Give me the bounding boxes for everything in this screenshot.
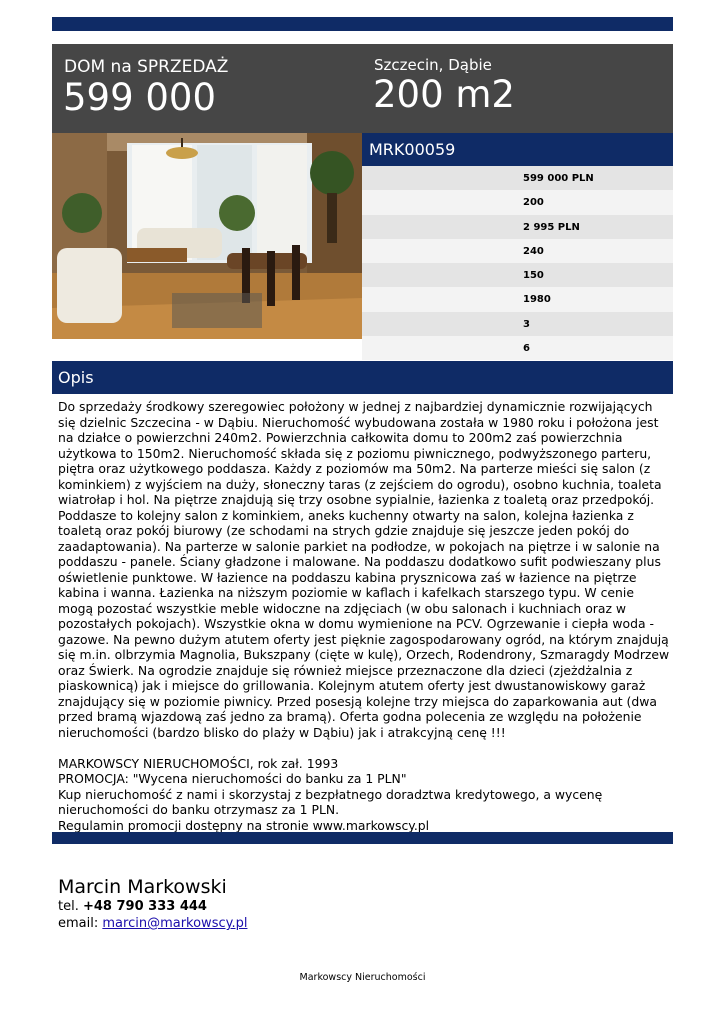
- description-body: Do sprzedaży środkowy szeregowiec położony w jednej z najbardziej dynamicznie rozwijających się dzielnic Szczecina - w Dąbiu. Nieruchomość wybudowana została w 1980 roku i położona jest na działce o powierzchni 240m2. Powierzchnia całkowita domu to 200m2 zaś powierzchnia użytkowa to 150m2. Nieruchomość składa się z poziomu piwnicznego, podwyższonego parteru, piętra oraz użytkowego poddasza. Każdy z poziomów ma 50m2. Na parterze mieści się salon (z kominkiem) z wyjściem na duży, słoneczny taras (z zejściem do ogrodu), osobno kuchnia, toaleta wiatrołap i hol. Na piętrze znajdują się trzy osobne sypialnie, łazienka z toaletą oraz przedpokój. Poddasze to kolejny salon z kominkiem, aneks kuchenny otwarty na salon, kolejna łazienka z toaletą oraz pokój biurowy (ze schodami na strych gdzie znajduje się jeszcze jeden pokój do zaadaptowania). Na parterze w salonie parkiet na podłodze, w pokojach na piętrze i w salonie na poddaszu - panele. Ściany gładzone i malowane. Na poddaszu dodatkowo sufit podwieszany plus oświetlenie punktowe. W łazience na poddaszu kabina prysznicowa zaś w łazience na piętrze kabina i wanna. Łazienka na niższym poziomie w kaflach i kafelkach starszego typu. W cenie mogą pozostać wszystkie meble widoczne na zdjęciach (w obu salonach i kuchniach oraz w pozostałych pokojach). Wszystkie okna w domu wymienione na PCV. Ogrzewanie i ciepła woda - gazowe. Na pewno dużym atutem oferty jest pięknie zagospodarowany ogród, na którym znajdują się m.in. olbrzymia Magnolia, Bukszpany (cięte w kulę), Orzech, Rodendrony, Szmaragdy Modrzew oraz Świerk. Na ogrodzie znajduje się również miejsce przeznaczone dla dzieci (zjeżdżalnia z piaskownicą) jak i miejsce do grillowania. Kolejnym atutem oferty jest dwustanowiskowy garaż znajdujący się w poziomie piwnicy. Przed posesją kolejne trzy miejsca do zaparkowania aut (dwa przed bramą wjazdową zaś jedno za bramą). Oferta godna polecenia ze względu na położenie nieruchomości (bardzo blisko do plaży w Dąbiu) jak i atrakcyjną cenę !!!: [58, 399, 670, 740]
- property-price: 599 000: [63, 76, 217, 119]
- spec-value: 240: [523, 245, 544, 257]
- agent-name: Marcin Markowski: [58, 876, 227, 898]
- promo-line: PROMOCJA: "Wycena nieruchomości do banku za 1 PLN": [58, 771, 407, 786]
- spec-row: [362, 190, 673, 214]
- spec-value: 2 995 PLN: [523, 221, 580, 233]
- property-photo: [52, 133, 362, 339]
- promo-detail: Kup nieruchomość z nami i skorzystaj z bezpłatnego doradztwa kredytowego, a wycenę nieruchomości do banku otrzymasz za 1 PLN.: [58, 786, 603, 817]
- spec-value: 200: [523, 197, 544, 209]
- phone-label: tel.: [58, 899, 79, 914]
- bottom-accent-bar: [52, 832, 673, 844]
- email-label: email:: [58, 916, 99, 931]
- description-heading-bar: [52, 361, 673, 394]
- spec-row: [362, 312, 673, 336]
- spec-row: [362, 287, 673, 311]
- paragraph-spacer: [58, 740, 670, 756]
- description-heading: Opis: [58, 368, 94, 387]
- property-type: DOM na SPRZEDAŻ: [64, 57, 229, 77]
- spec-row: [362, 215, 673, 239]
- listing-code-bar: [362, 133, 673, 166]
- listing-code: MRK00059: [369, 140, 456, 159]
- spec-row: [362, 239, 673, 263]
- specs-table: [362, 166, 673, 360]
- agent-email-line: [58, 915, 247, 932]
- phone-number[interactable]: +48 790 333 444: [82, 899, 207, 914]
- spec-row: [362, 336, 673, 360]
- spec-value: 599 000 PLN: [523, 173, 594, 184]
- spec-row: [362, 263, 673, 287]
- spec-value: 150: [523, 270, 544, 282]
- promo-rules-line: Regulamin promocji dostępny na stronie www.markowscy.pl: [58, 817, 430, 833]
- spec-value: 1980: [523, 294, 551, 306]
- spec-value: 3: [523, 318, 530, 330]
- property-location: Szczecin, Dąbie: [374, 56, 492, 74]
- agent-contact: [58, 876, 247, 932]
- top-accent-bar: [52, 17, 673, 31]
- email-link[interactable]: marcin@markowscy.pl: [102, 916, 248, 931]
- description-section: [58, 399, 670, 833]
- living-room-photo: [52, 133, 362, 339]
- listing-header: [52, 44, 673, 133]
- footer-agency-name: Markowscy Nieruchomości: [299, 972, 426, 983]
- spec-row: [362, 166, 673, 190]
- agency-line: MARKOWSCY NIERUCHOMOŚCI, rok zał. 1993: [58, 755, 339, 771]
- agent-phone-line: [58, 898, 247, 915]
- spec-value: 6: [523, 343, 530, 355]
- property-area: 200 m2: [373, 73, 515, 116]
